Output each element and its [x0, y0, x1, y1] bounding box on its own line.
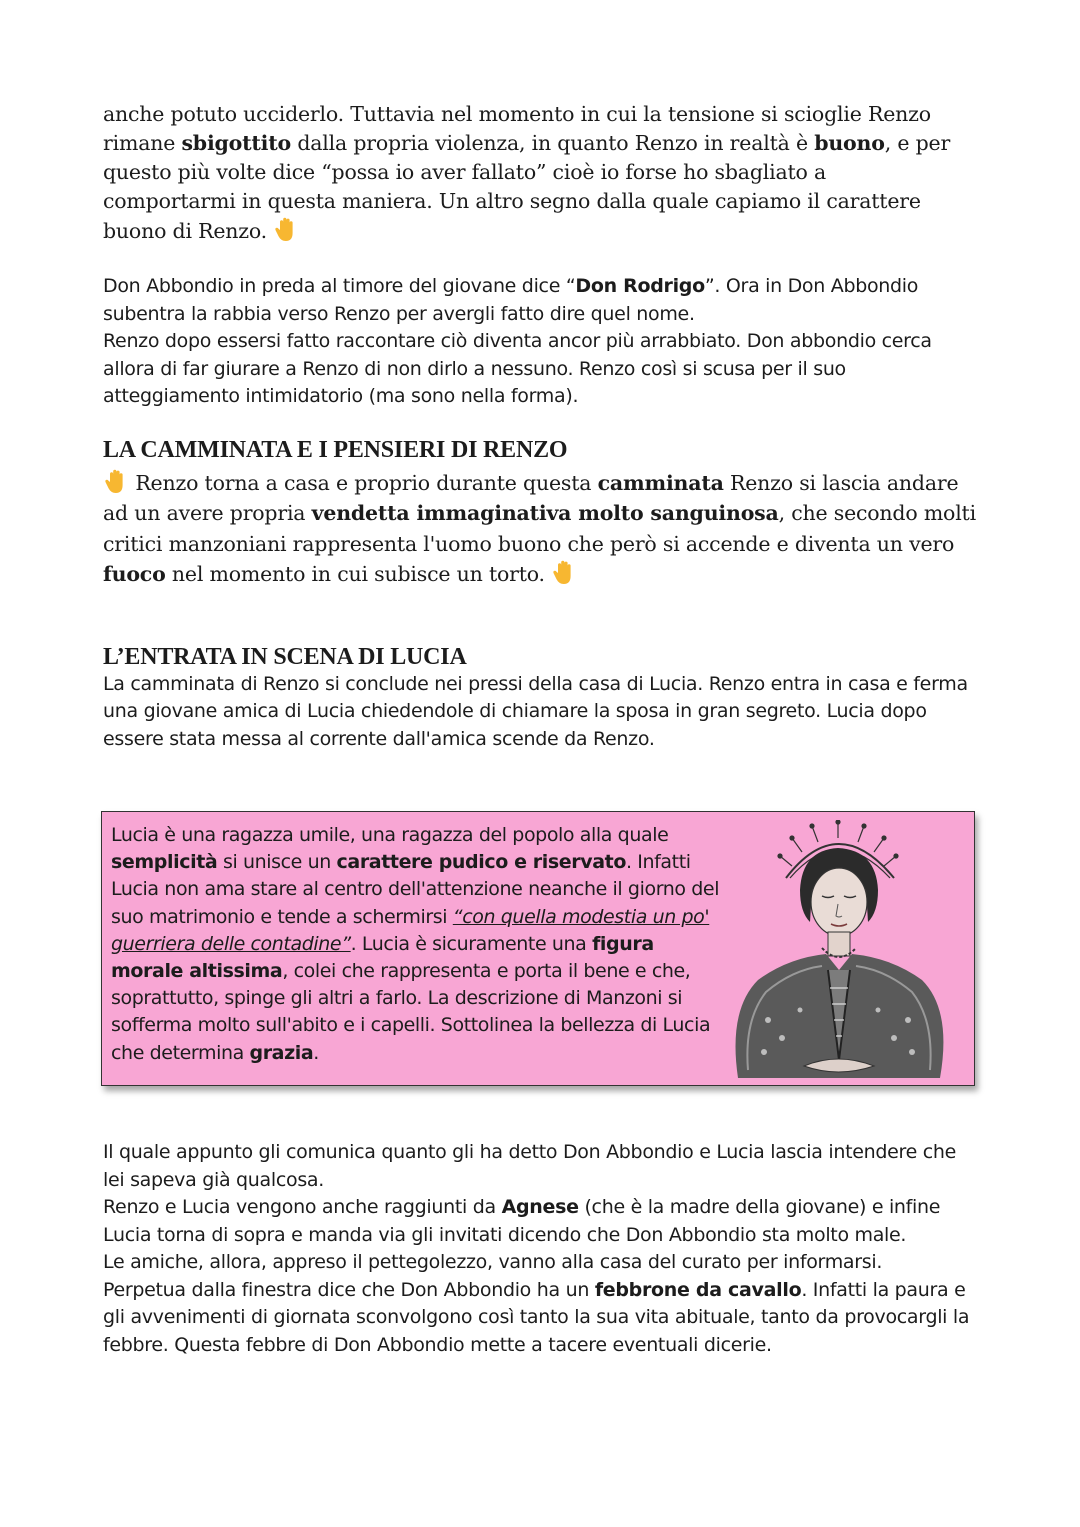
text: Le amiche, allora, appreso il pettegolezzo, vanno alla casa del curato per informarsi.	[103, 1251, 883, 1273]
text: Don Abbondio in preda al timore del giovane dice “	[103, 275, 576, 297]
section-heading-camminata: LA CAMMINATA E I PENSIERI DI RENZO	[103, 436, 568, 463]
raised-hand-icon	[273, 216, 299, 244]
text: , che secondo molti critici manzoniani rappresenta l'uomo buono che però si accende e diventa un vero	[103, 501, 976, 556]
text: , e per questo più volte dice “possa io aver fallato” cioè io forse ho sbagliato a comportarmi in questa maniera. Un altro segno dalla quale capiamo il carattere buono di Renzo.	[103, 131, 951, 243]
paragraph-renzo-violence	[103, 100, 963, 246]
bold-text: camminata	[597, 470, 724, 495]
text: . Lucia è sicuramente una	[350, 932, 593, 955]
bold-text: grazia	[249, 1041, 314, 1064]
lucia-description-text	[111, 822, 721, 1067]
paragraph-camminata	[103, 468, 983, 590]
lucia-description-box	[101, 811, 975, 1086]
text: (che è la madre della giovane) e infine Lucia torna di sopra e manda via gli invitati dicendo che Don Abbondio sta molto male.	[103, 1196, 941, 1246]
paragraph-don-abbondio	[103, 273, 983, 411]
bold-text: carattere pudico e riservato	[336, 851, 626, 874]
raised-hand-icon	[103, 468, 129, 496]
bold-text: figura morale altissima	[111, 932, 654, 983]
paragraph-lucia-entrance: La camminata di Renzo si conclude nei pressi della casa di Lucia. Renzo entra in casa e ferma una giovane amica di Lucia chiedendole di chiamare la sposa in gran segreto. Lucia dopo essere stata messa al corrente dall'amica scende da Renzo.	[103, 672, 968, 750]
text: ”. Ora in Don Abbondio subentra la rabbia verso Renzo per avergli fatto dire quel nome.	[103, 275, 919, 325]
text: Lucia è una ragazza umile, una ragazza del popolo alla quale	[111, 824, 669, 846]
bold-text: Don Rodrigo	[575, 275, 705, 297]
bold-text: febbrone da cavallo	[594, 1278, 802, 1301]
text: Renzo si lascia andare ad un avere propria	[103, 470, 959, 525]
document-body	[103, 100, 983, 753]
section-heading-lucia: L’ENTRATA IN SCENA DI LUCIA	[103, 643, 467, 670]
text: Perpetua dalla finestra dice che Don Abbondio ha un	[103, 1278, 595, 1301]
bold-text: Agnese	[501, 1196, 579, 1218]
document-body-continued	[103, 1139, 983, 1359]
text: Renzo e Lucia vengono anche raggiunti da	[103, 1196, 502, 1218]
text: .	[313, 1041, 319, 1064]
paragraph-aftermath	[103, 1139, 978, 1359]
text: . Infatti la paura e gli avvenimenti di giornata sconvolgono così tanto la sua vita abituale, tanto da provocargli la febbre. Questa febbre di Don Abbondio mette a tacere eventuali dicerie.	[103, 1278, 970, 1356]
lucia-portrait	[718, 820, 958, 1082]
bold-text: semplicità	[111, 851, 218, 874]
raised-hand-icon	[551, 559, 577, 587]
text: si unisce un	[217, 851, 337, 874]
text: dalla propria violenza, in quanto Renzo in realtà è	[291, 131, 815, 155]
text: , colei che rappresenta e porta il bene e che, soprattutto, spinge gli altri a farlo. La descrizione di Manzoni si sofferma molto sull'abito e i capelli. Sottolinea la bellezza di Lucia che determina	[111, 960, 711, 1064]
quote-text: “con quella modestia un po' guerriera delle contadine”	[111, 905, 710, 955]
bold-text: sbigottito	[181, 131, 292, 155]
text: . Infatti Lucia non ama stare al centro dell'attenzione neanche il giorno del suo matrimonio e tende a schermirsi	[111, 851, 720, 928]
bold-text: vendetta immaginativa molto sanguinosa	[311, 501, 779, 525]
text: anche potuto ucciderlo. Tuttavia nel momento in cui la tensione si scioglie Renzo rimane	[103, 102, 931, 155]
text: nel momento in cui subisce un torto.	[165, 562, 552, 586]
text: Renzo torna a casa e proprio durante questa	[129, 470, 598, 495]
text: Il quale appunto gli comunica quanto gli ha detto Don Abbondio e Lucia lascia intendere che lei sapeva già qualcosa.	[103, 1141, 957, 1191]
text: Renzo dopo essersi fatto raccontare ciò diventa ancor più arrabbiato. Don abbondio cerca allora di far giurare a Renzo di non dirlo a nessuno. Renzo così si scusa per il suo atteggiamento intimidatorio (ma sono nella forma).	[103, 330, 932, 407]
bold-text: buono	[814, 131, 885, 155]
bold-text: fuoco	[103, 562, 166, 586]
